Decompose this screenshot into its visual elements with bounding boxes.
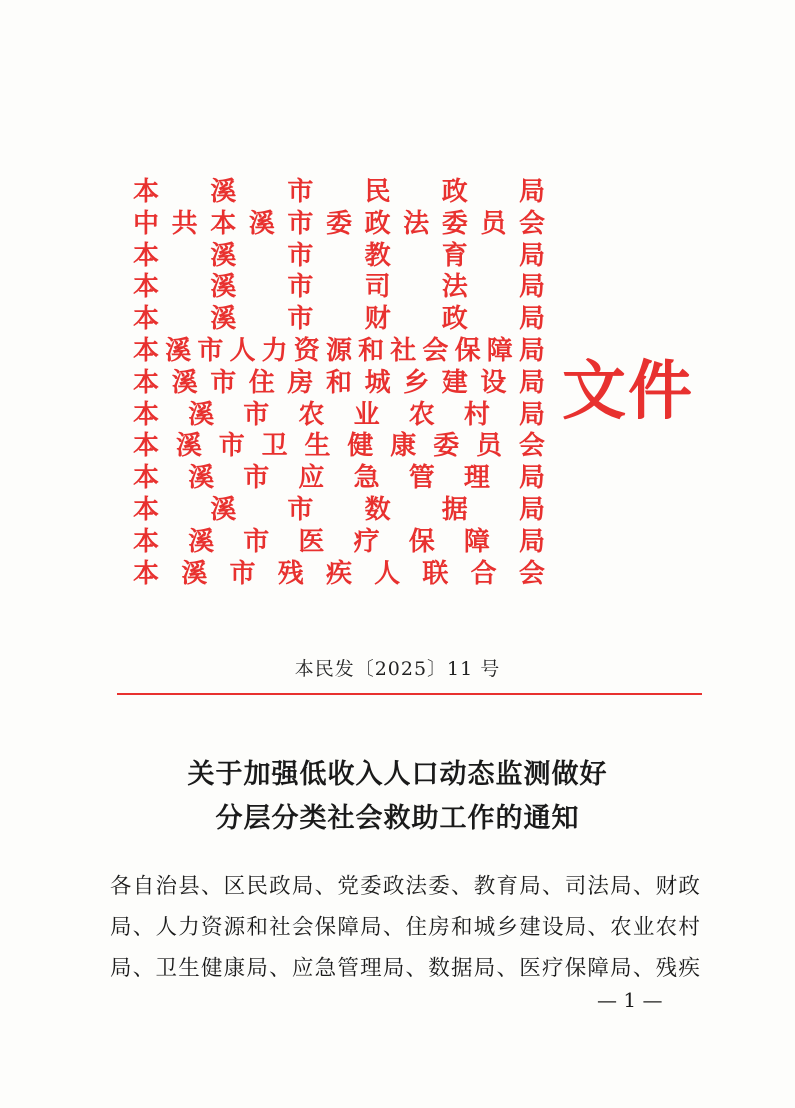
agency-name: 本 溪 市 教 育 局	[133, 240, 545, 271]
issuing-agencies	[133, 177, 545, 590]
agency-name: 本 溪 市 残 疾 人 联 合 会	[133, 558, 545, 589]
agency-name: 本 溪 市 农 业 农 村 局	[133, 399, 545, 430]
agency-name: 本 溪 市 住 房 和 城 乡 建 设 局	[133, 367, 545, 398]
document-title-line-1: 关于加强低收入人口动态监测做好	[187, 759, 608, 790]
agency-name: 中 共 本 溪 市 委 政 法 委 员 会	[133, 208, 545, 239]
document-title-line-2: 分层分类社会救助工作的通知	[215, 803, 580, 834]
body-line-1: 各 自 治 县 、 区 民 政 局 、 党 委 政 法 委 、 教 育 局 、 司 法 局 、 财 政	[110, 874, 700, 899]
document-label: 文件	[562, 355, 694, 429]
agency-name: 本 溪 市 卫 生 健 康 委 员 会	[133, 431, 545, 462]
agency-name: 本 溪 市 应 急 管 理 局	[133, 463, 545, 494]
page-number: — 1 —	[597, 988, 663, 1012]
body-line-2: 局 、 人 力 资 源 和 社 会 保 障 局 、 住 房 和 城 乡 建 设 局 、 农 业 农 村	[110, 915, 700, 940]
agency-name: 本 溪 市 数 据 局	[133, 494, 545, 525]
agency-name: 本 溪 市 财 政 局	[133, 304, 545, 335]
agency-name: 本 溪 市 民 政 局	[133, 177, 545, 207]
agency-name: 本 溪 市 司 法 局	[133, 272, 545, 303]
document-number: 本民发〔2025〕11 号	[294, 658, 501, 680]
red-divider	[117, 693, 702, 695]
agency-name: 本 溪 市 医 疗 保 障 局	[133, 526, 545, 557]
body-line-3: 局 、 卫 生 健 康 局 、 应 急 管 理 局 、 数 据 局 、 医 疗 保 障 局 、 残 疾	[110, 956, 700, 981]
agency-name: 本 溪 市 人 力 资 源 和 社 会 保 障 局	[133, 335, 545, 366]
